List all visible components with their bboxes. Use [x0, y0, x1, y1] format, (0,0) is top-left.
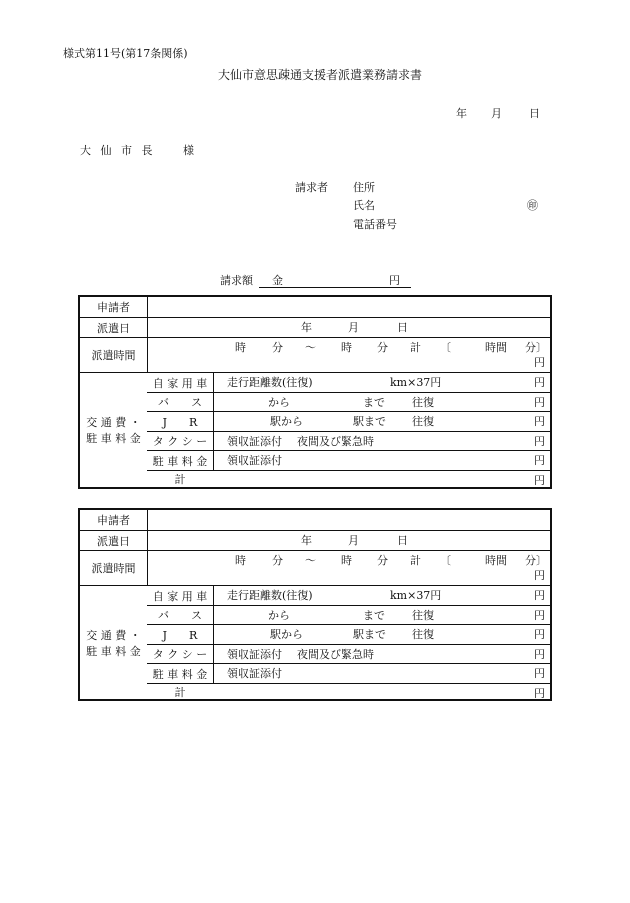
detail-b: まで	[363, 396, 385, 409]
column-divider	[213, 393, 214, 411]
applicant-label: 申請者	[97, 301, 130, 314]
transport-type: 自 家 用 車	[152, 589, 208, 603]
transport-type: 自 家 用 車	[152, 376, 208, 390]
column-divider	[213, 625, 214, 644]
dispatch-time-row	[80, 337, 550, 372]
column-divider	[147, 531, 148, 550]
transport-type: タ ク シ ー	[152, 435, 208, 448]
detail-a: 走行距離数(往復)	[227, 376, 313, 389]
dispatch-date-label: 派遣日	[97, 534, 130, 548]
detail-c: 往復	[412, 609, 434, 622]
column-divider	[213, 412, 214, 431]
column-divider	[213, 586, 214, 605]
transport-type: バ ス	[158, 396, 202, 409]
transport-row	[147, 470, 550, 487]
applicant-field[interactable]	[148, 297, 550, 317]
transport-row	[147, 624, 550, 644]
amount-label: 請求額	[220, 274, 253, 287]
dispatch-time-label: 派遣時間	[91, 562, 136, 575]
dispatch-time-row	[80, 550, 550, 585]
claimant-label: 請求者	[295, 181, 328, 194]
row-yen: 円	[534, 667, 545, 680]
document-title: 大仙市意思疎通支援者派遣業務請求書	[218, 68, 423, 82]
start-minute: 分	[272, 554, 283, 567]
tilde: ～	[305, 554, 316, 567]
total-label: 計	[410, 341, 421, 354]
hours-label: 時間	[485, 341, 507, 354]
applicant-label: 申請者	[97, 514, 130, 527]
addressee: 大 仙 市 長	[80, 144, 156, 157]
transport-label-line1: 交 通 費 ・	[86, 416, 141, 429]
detail-b: 夜間及び緊急時	[297, 435, 374, 448]
start-hour: 時	[235, 554, 246, 567]
date-year: 年	[456, 107, 467, 120]
detail-a: 領収証添付	[227, 435, 282, 448]
detail-a: 駅から	[270, 628, 303, 641]
date-month: 月	[348, 321, 359, 334]
row-yen: 円	[534, 376, 545, 389]
date-day: 日	[397, 534, 408, 547]
transport-row	[147, 431, 550, 450]
column-divider	[213, 664, 214, 683]
address-label: 住所	[353, 181, 375, 194]
transport-row	[147, 450, 550, 470]
minutes-close: 分〕	[525, 341, 547, 354]
transport-row	[147, 663, 550, 683]
detail-c: 往復	[412, 396, 434, 409]
date-month: 月	[491, 107, 502, 120]
transport-row	[147, 392, 550, 411]
transport-label-line2: 駐 車 料 金	[86, 432, 141, 445]
amount-suffix: 円	[389, 274, 400, 287]
detail-b: 駅まで	[353, 415, 386, 428]
honorific: 様	[183, 144, 194, 157]
dispatch-time-label: 派遣時間	[91, 349, 136, 362]
transport-type: 計	[174, 686, 186, 699]
detail-a: 領収証添付	[227, 667, 282, 680]
detail-a: 領収証添付	[227, 648, 282, 661]
transport-row	[147, 644, 550, 663]
row-yen: 円	[534, 589, 545, 602]
column-divider	[213, 373, 214, 392]
transport-label	[80, 372, 147, 489]
transport-row	[147, 411, 550, 431]
date-day: 日	[529, 107, 540, 120]
row-yen: 円	[534, 687, 545, 700]
column-divider	[213, 606, 214, 624]
transport-type: タ ク シ ー	[152, 648, 208, 661]
transport-label-line2: 駐 車 料 金	[86, 645, 141, 658]
dispatch-date-label: 派遣日	[97, 321, 130, 335]
transport-row	[147, 605, 550, 624]
row-yen: 円	[534, 415, 545, 428]
transport-type: 計	[174, 473, 186, 486]
row-yen: 円	[534, 609, 545, 622]
amount-underline	[259, 287, 411, 288]
detail-c: 往復	[412, 628, 434, 641]
column-divider	[147, 338, 148, 372]
date-year: 年	[301, 534, 312, 547]
transport-type: 駐 車 料 金	[152, 454, 208, 468]
dispatch-date-row	[80, 530, 550, 550]
applicant-field[interactable]	[148, 510, 550, 530]
detail-c: 往復	[412, 415, 434, 428]
detail-b: 駅まで	[353, 628, 386, 641]
row-yen: 円	[534, 648, 545, 661]
row-yen: 円	[534, 454, 545, 467]
transport-type: J R	[162, 415, 198, 429]
start-hour: 時	[235, 341, 246, 354]
row-yen: 円	[534, 474, 545, 487]
bracket-open: 〔	[440, 554, 451, 567]
dispatch-record-table-1	[78, 295, 552, 489]
phone-label: 電話番号	[353, 218, 397, 231]
row-yen: 円	[534, 396, 545, 409]
column-divider	[213, 451, 214, 470]
time-yen: 円	[534, 356, 545, 369]
tilde: ～	[305, 341, 316, 354]
column-divider	[213, 432, 214, 450]
end-minute: 分	[377, 554, 388, 567]
transport-type: バ ス	[158, 609, 202, 622]
total-label: 計	[410, 554, 421, 567]
detail-a: から	[268, 609, 290, 622]
end-hour: 時	[341, 341, 352, 354]
name-label: 氏名	[353, 199, 375, 212]
transport-type: 駐 車 料 金	[152, 667, 208, 681]
end-hour: 時	[341, 554, 352, 567]
detail-a: から	[268, 396, 290, 409]
applicant-row	[80, 510, 550, 530]
row-yen: 円	[534, 628, 545, 641]
dispatch-date-row	[80, 317, 550, 337]
date-month: 月	[348, 534, 359, 547]
bracket-open: 〔	[440, 341, 451, 354]
detail-b: まで	[363, 609, 385, 622]
transport-row	[147, 683, 550, 700]
end-minute: 分	[377, 341, 388, 354]
detail-b: km×37円	[390, 589, 442, 602]
detail-b: 夜間及び緊急時	[297, 648, 374, 661]
transport-type: J R	[162, 628, 198, 642]
detail-a: 領収証添付	[227, 454, 282, 467]
dispatch-record-table-2	[78, 508, 552, 701]
minutes-close: 分〕	[525, 554, 547, 567]
date-day: 日	[397, 321, 408, 334]
column-divider	[147, 551, 148, 585]
transport-row	[147, 585, 550, 605]
time-yen: 円	[534, 569, 545, 582]
seal-mark: ㊞	[527, 199, 538, 212]
form-number: 様式第11号(第17条関係)	[63, 47, 188, 60]
transport-label	[80, 585, 147, 702]
applicant-row	[80, 297, 550, 317]
column-divider	[213, 645, 214, 663]
row-yen: 円	[534, 435, 545, 448]
transport-label-line1: 交 通 費 ・	[86, 629, 141, 642]
transport-row	[147, 372, 550, 392]
start-minute: 分	[272, 341, 283, 354]
column-divider	[147, 318, 148, 337]
amount-prefix: 金	[272, 274, 283, 287]
detail-a: 走行距離数(往復)	[227, 589, 313, 602]
hours-label: 時間	[485, 554, 507, 567]
date-year: 年	[301, 321, 312, 334]
detail-a: 駅から	[270, 415, 303, 428]
detail-b: km×37円	[390, 376, 442, 389]
